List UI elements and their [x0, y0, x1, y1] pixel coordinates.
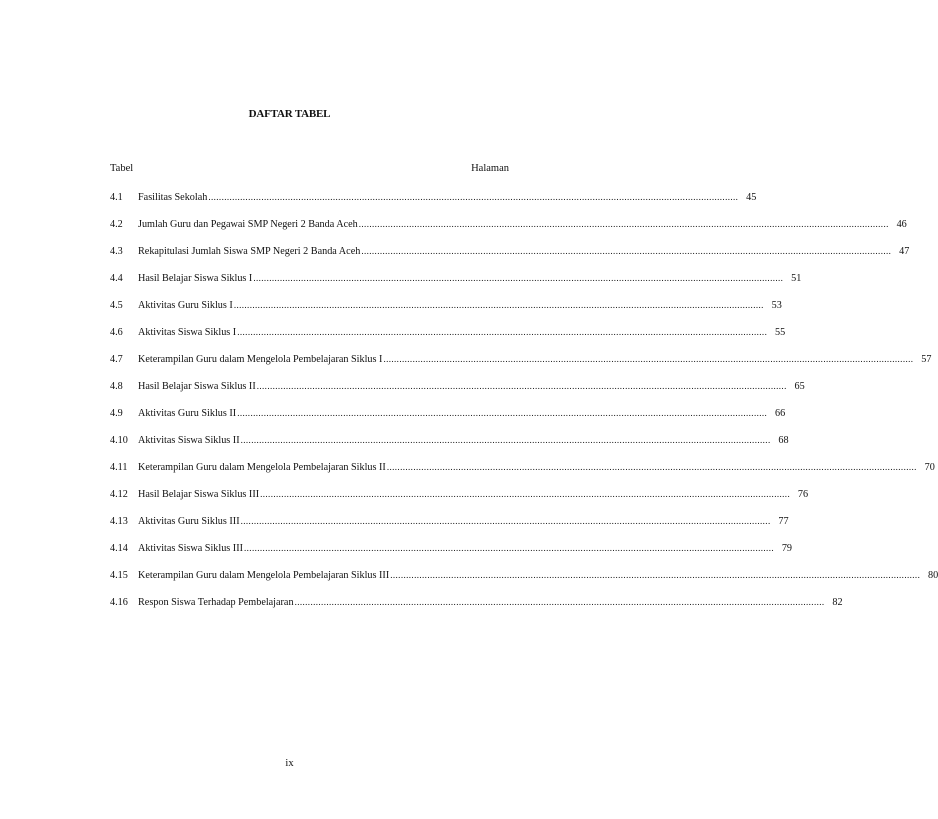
entry-number: 4.4 — [110, 273, 123, 284]
entry-number: 4.3 — [110, 246, 123, 257]
entry-page: 76 — [797, 489, 809, 500]
toc-entry[interactable] — [110, 379, 805, 406]
toc-entry[interactable] — [110, 595, 843, 622]
entry-title: Aktivitas Siswa Siklus I — [138, 327, 237, 338]
entry-page: 68 — [778, 435, 789, 446]
entry-title: Keterampilan Guru dalam Mengelola Pembelajaran Siklus I — [138, 354, 383, 365]
toc-entry[interactable] — [110, 541, 792, 568]
entry-number: 4.16 — [110, 597, 128, 608]
entry-page: 65 — [794, 381, 805, 392]
dot-leader: ........................................................................................................................................................................................................ — [390, 570, 921, 580]
entry-page: 82 — [832, 597, 843, 608]
entry-number: 4.5 — [110, 300, 123, 311]
entry-page: 51 — [791, 273, 802, 284]
dot-leader: ........................................................................................................................................................................................................ — [244, 543, 774, 553]
entry-number: 4.6 — [110, 327, 123, 338]
entry-page: 45 — [746, 192, 757, 203]
page-title: DAFTAR TABEL — [248, 108, 331, 120]
entry-page: 80 — [928, 570, 938, 581]
dot-leader: ........................................................................................................................................................................................................ — [208, 192, 739, 202]
page-number: ix — [285, 758, 294, 769]
dot-leader: ........................................................................................................................................................................................................ — [386, 462, 917, 472]
entry-title: Jumlah Guru dan Pegawai SMP Negeri 2 Banda Aceh — [138, 219, 358, 230]
entry-number: 4.7 — [110, 354, 123, 365]
toc-entry[interactable] — [110, 325, 786, 352]
entry-page: 70 — [924, 462, 935, 473]
entry-title: Rekapitulasi Jumlah Siswa SMP Negeri 2 Banda Aceh — [138, 246, 361, 257]
entry-page: 57 — [921, 354, 932, 365]
entry-title: Aktivitas Siswa Siklus II — [138, 435, 240, 446]
entry-number: 4.2 — [110, 219, 123, 230]
entry-number: 4.12 — [110, 489, 128, 500]
dot-leader: ........................................................................................................................................................................................................ — [253, 273, 784, 283]
entry-page: 77 — [778, 516, 789, 527]
toc-entry[interactable] — [110, 217, 907, 244]
column-label-tabel: Tabel — [110, 163, 134, 174]
toc-entry[interactable] — [110, 271, 802, 298]
entry-title: Fasilitas Sekolah — [138, 192, 208, 203]
entry-title: Aktivitas Guru Siklus I — [138, 300, 233, 311]
dot-leader: ........................................................................................................................................................................................................ — [240, 435, 771, 445]
entry-number: 4.11 — [110, 462, 128, 473]
entry-title: Hasil Belajar Siswa Siklus III — [138, 489, 260, 500]
entry-number: 4.9 — [110, 408, 123, 419]
toc-entry[interactable] — [110, 406, 786, 433]
entry-title: Keterampilan Guru dalam Mengelola Pembelajaran Siklus III — [138, 570, 390, 581]
toc-entry[interactable] — [110, 298, 782, 325]
dot-leader: ........................................................................................................................................................................................................ — [256, 381, 787, 391]
dot-leader: ........................................................................................................................................................................................................ — [358, 219, 889, 229]
dot-leader: ........................................................................................................................................................................................................ — [237, 408, 768, 418]
dot-leader: ........................................................................................................................................................................................................ — [240, 516, 771, 526]
entry-page: 66 — [775, 408, 786, 419]
toc-entry[interactable] — [110, 433, 789, 460]
entry-page: 55 — [775, 327, 786, 338]
dot-leader: ........................................................................................................................................................................................................ — [233, 300, 764, 310]
entry-number: 4.14 — [110, 543, 128, 554]
entry-page: 79 — [781, 543, 792, 554]
entry-title: Hasil Belajar Siswa Siklus II — [138, 381, 256, 392]
entry-number: 4.13 — [110, 516, 128, 527]
entry-number: 4.10 — [110, 435, 128, 446]
dot-leader: ........................................................................................................................................................................................................ — [383, 354, 914, 364]
dot-leader: ........................................................................................................................................................................................................ — [294, 597, 825, 607]
entry-page: 53 — [771, 300, 782, 311]
toc-entry[interactable] — [110, 568, 938, 595]
entry-title: Aktivitas Guru Siklus II — [138, 408, 237, 419]
toc-entry[interactable] — [110, 487, 809, 514]
entry-title: Hasil Belajar Siswa Siklus I — [138, 273, 253, 284]
entry-number: 4.1 — [110, 192, 123, 203]
entry-page: 46 — [896, 219, 907, 230]
table-of-tables — [110, 190, 938, 622]
dot-leader: ........................................................................................................................................................................................................ — [361, 246, 892, 256]
dot-leader: ........................................................................................................................................................................................................ — [260, 489, 791, 499]
toc-entry[interactable] — [110, 244, 910, 271]
column-label-halaman: Halaman — [471, 163, 509, 174]
toc-entry[interactable] — [110, 514, 789, 541]
entry-title: Aktivitas Siswa Siklus III — [138, 543, 243, 554]
entry-number: 4.8 — [110, 381, 123, 392]
toc-entry[interactable] — [110, 460, 935, 487]
entry-title: Keterampilan Guru dalam Mengelola Pembelajaran Siklus II — [138, 462, 386, 473]
entry-number: 4.15 — [110, 570, 128, 581]
toc-entry[interactable] — [110, 352, 932, 379]
toc-entry[interactable] — [110, 190, 757, 217]
dot-leader: ........................................................................................................................................................................................................ — [237, 327, 768, 337]
entry-page: 47 — [899, 246, 910, 257]
entry-title: Aktivitas Guru Siklus III — [138, 516, 240, 527]
entry-title: Respon Siswa Terhadap Pembelajaran — [138, 597, 294, 608]
